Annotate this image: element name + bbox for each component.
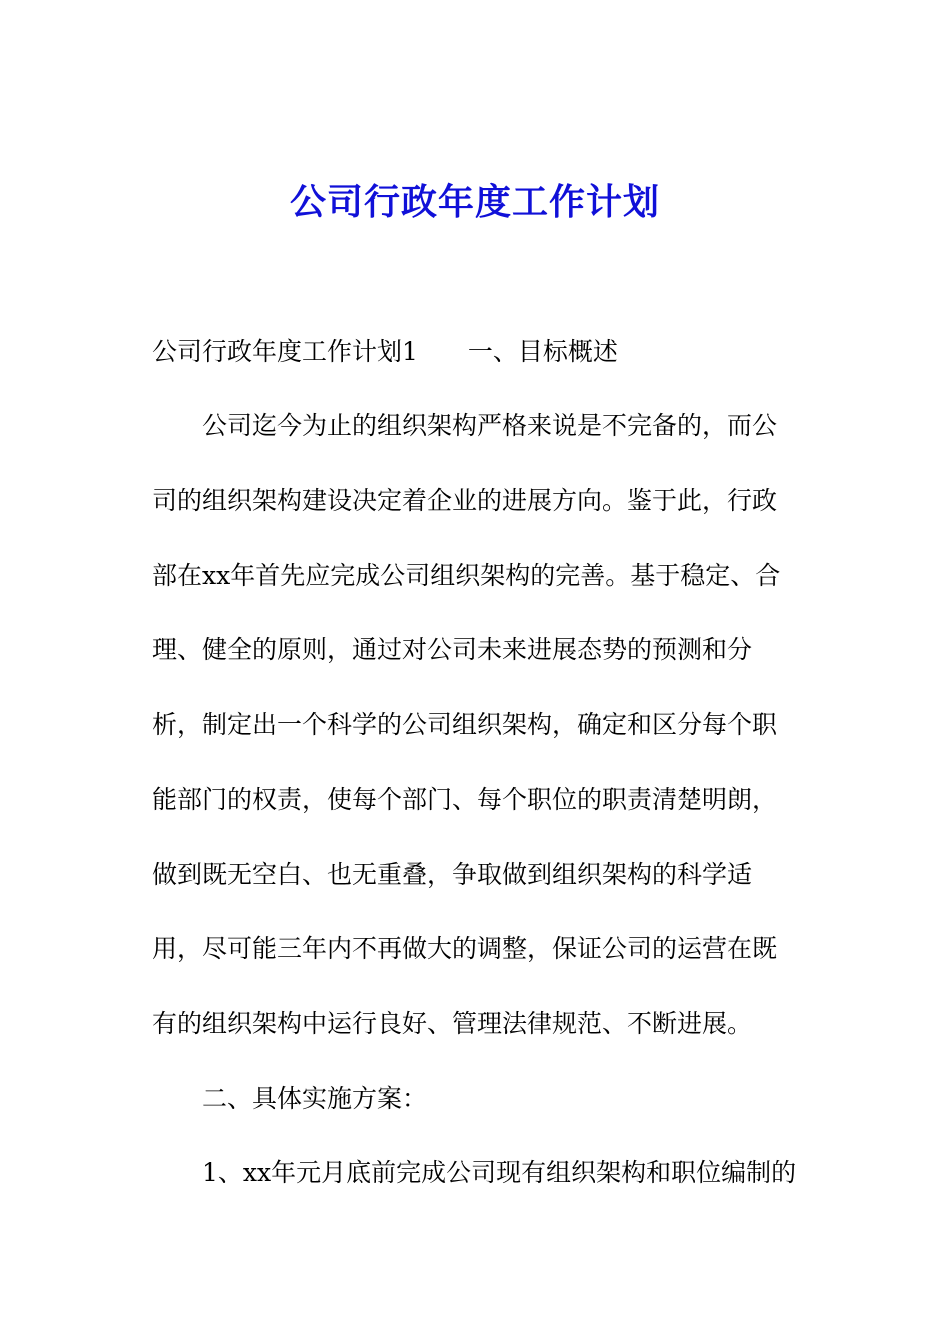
paragraph1-line-9: 有的组织架构中运行良好、管理法律规范、不断进展。 bbox=[152, 1009, 753, 1038]
paragraph1-line-3: 部在xx年首先应完成公司组织架构的完善。基于稳定、合 bbox=[152, 561, 781, 590]
heading-line bbox=[152, 334, 832, 370]
item1-line: 1、xx年元月底前完成公司现有组织架构和职位编制的 bbox=[202, 1158, 797, 1187]
paragraph1-line-2: 司的组织架构建设决定着企业的进展方向。鉴于此，行政 bbox=[152, 486, 778, 515]
paragraph1-line-8: 用，尽可能三年内不再做大的调整，保证公司的运营在既 bbox=[152, 934, 778, 963]
section1-heading: 一、目标概述 bbox=[467, 337, 618, 366]
paragraph1-line-7: 做到既无空白、也无重叠，争取做到组织架构的科学适 bbox=[152, 860, 753, 889]
document-title: 公司行政年度工作计划 bbox=[289, 182, 660, 223]
paragraph1-line-4: 理、健全的原则，通过对公司未来进展态势的预测和分 bbox=[152, 635, 753, 664]
section2-heading: 二、具体实施方案： bbox=[202, 1084, 428, 1113]
paragraph1-line-1: 公司迄今为止的组织架构严格来说是不完备的，而公 bbox=[202, 411, 778, 440]
paragraph1-line-5: 析，制定出一个科学的公司组织架构，确定和区分每个职 bbox=[152, 710, 778, 739]
plan-label: 公司行政年度工作计划1 bbox=[152, 337, 418, 366]
paragraph1-line-6: 能部门的权责，使每个部门、每个职位的职责清楚明朗， bbox=[152, 785, 778, 814]
